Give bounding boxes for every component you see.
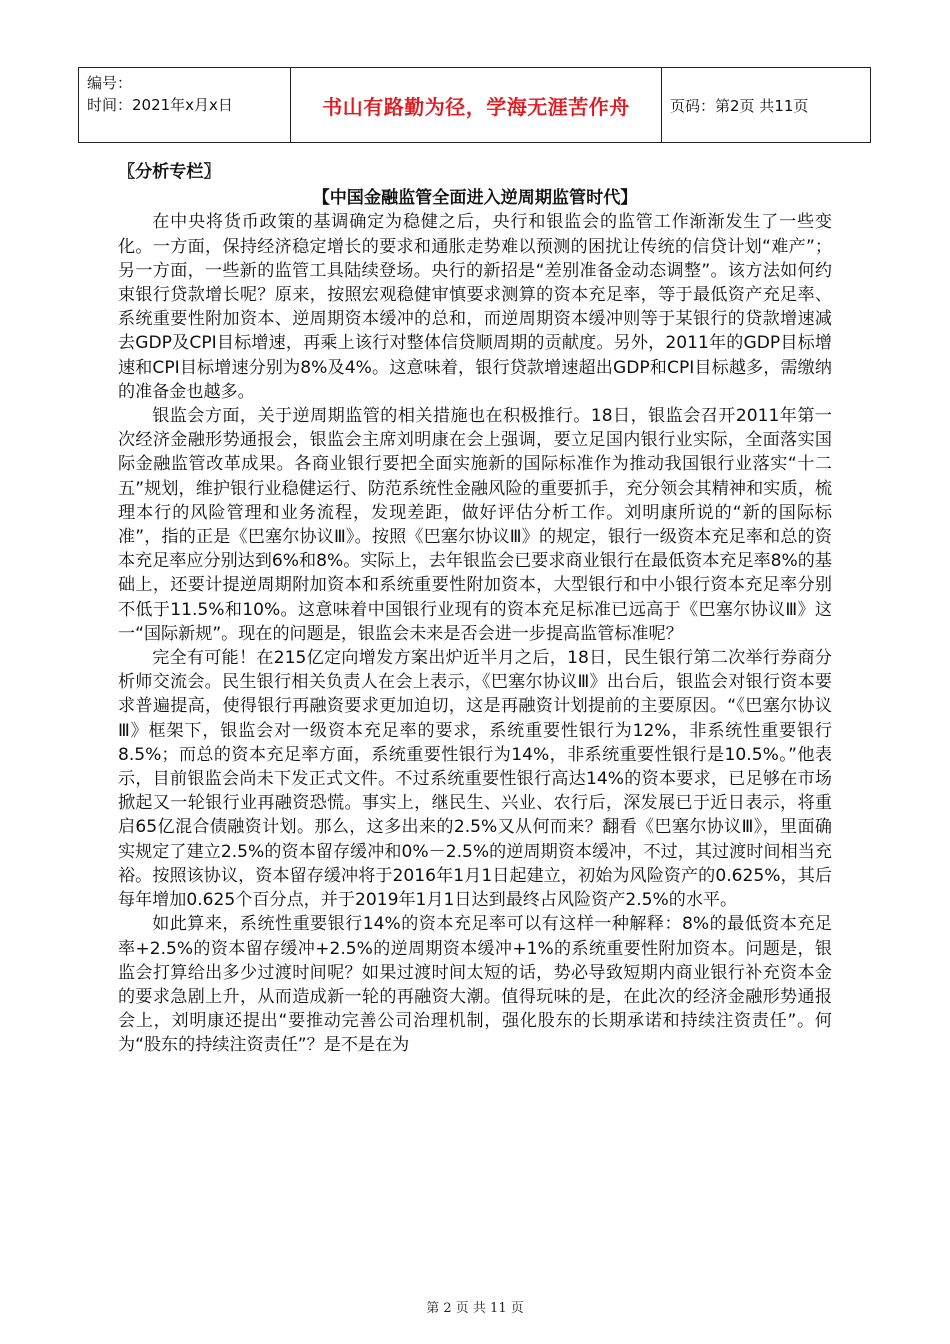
header-table xyxy=(78,67,871,143)
paragraph-1: 在中央将货币政策的基调确定为稳健之后，央行和银监会的监管工作渐渐发生了一些变化。一方面，保持经济稳定增长的要求和通胀走势难以预测的困扰让传统的信贷计划“难产”；另一方面，一些新的监管工具陆续登场。央行的新招是“差别准备金动态调整”。该方法如何约束银行贷款增长呢？原来，按照宏观稳健审慎要求测算的资本充足率，等于最低资产充足率、系统重要性附加资本、逆周期资本缓冲的总和，而逆周期资本缓冲则等于某银行的贷款增速减去GDP及CPI目标增速，再乘上该行对整体信贷顺周期的贡献度。另外，2011年的GDP目标增速和CPI目标增速分别为8%及4%。这意味着，银行贷款增速超出GDP和CPI目标越多，需缴纳的准备金也越多。 xyxy=(118,212,832,402)
paragraph-2: 银监会方面，关于逆周期监管的相关措施也在积极推行。18日，银监会召开2011年第一次经济金融形势通报会，银监会主席刘明康在会上强调，要立足国内银行业实际，全面落实国际金融监管改革成果。各商业银行要把全面实施新的国际标准作为推动我国银行业落实“十二五”规划，维护银行业稳健运行、防范系统性金融风险的重要抓手，充分领会其精神和实质，梳理本行的风险管理和业务流程，发现差距，做好评估分析工作。刘明康所说的“新的国际标准”，指的正是《巴塞尔协议Ⅲ》。按照《巴塞尔协议Ⅲ》的规定，银行一级资本充足率和总的资本充足率应分别达到6%和8%。实际上，去年银监会已要求商业银行在最低资本充足率8%的基础上，还要计提逆周期附加资本和系统重要性附加资本，大型银行和中小银行资本充足率分别不低于11.5%和10%。这意味着中国银行业现有的资本充足标准已远高于《巴塞尔协议Ⅲ》这一“国际新规”。现在的问题是，银监会未来是否会进一步提高监管标准呢？ xyxy=(118,406,832,644)
document-body xyxy=(118,160,832,1058)
article-title: 【中国金融监管全面进入逆周期监管时代】 xyxy=(312,188,638,209)
header-meta-cell xyxy=(79,68,291,143)
page-footer: 第 2 页 共 11 页 xyxy=(426,1301,524,1316)
header-motto: 书山有路勤为径，学海无涯苦作舟 xyxy=(291,68,662,143)
paragraph-4: 如此算来，系统性重要银行14%的资本充足率可以有这样一种解释：8%的最低资本充足率+2.5%的资本留存缓冲+2.5%的逆周期资本缓冲+1%的系统重要性附加资本。问题是，银监会打算给出多少过渡时间呢？如果过渡时间太短的话，势必导致短期内商业银行补充资本金的要求急剧上升，从而造成新一轮的再融资大潮。值得玩味的是，在此次的经济金融形势通报会上，刘明康还提出“要推动完善公司治理机制，强化股东的长期承诺和持续注资责任”。何为“股东的持续注资责任”？是不是在为 xyxy=(118,914,832,1056)
section-label: 〖分析专栏〗 xyxy=(118,162,221,182)
document-number-label: 编号： xyxy=(87,74,133,92)
paragraph-3: 完全有可能！在215亿定向增发方案出炉近半月之后，18日，民生银行第二次举行券商分析师交流会。民生银行相关负责人在会上表示，《巴塞尔协议Ⅲ》出台后，银监会对银行资本要求普遍提高，使得银行再融资要求更加迫切，这是再融资计划提前的主要原因。“《巴塞尔协议Ⅲ》框架下，银监会对一级资本充足率的要求，系统重要性银行为12%，非系统性重要银行8.5%；而总的资本充足率方面，系统重要性银行为14%，非系统重要性银行是10.5%。”他表示，目前银监会尚未下发正式文件。不过系统重要性银行高达14%的资本要求，已足够在市场掀起又一轮银行业再融资恐慌。事实上，继民生、兴业、农行后，深发展已于近日表示，将重启65亿混合债融资计划。那么，这多出来的2.5%又从何而来？翻看《巴塞尔协议Ⅲ》，里面确实规定了建立2.5%的资本留存缓冲和0%－2.5%的逆周期资本缓冲，不过，其过渡时间相当充裕。按照该协议，资本留存缓冲将于2016年1月1日起建立，初始为风险资产的0.625%，其后每年增加0.625个百分点，并于2019年1月1日达到最终占风险资产2.5%的水平。 xyxy=(118,648,832,911)
header-page-label: 页码：第2页 共11页 xyxy=(662,68,871,143)
document-date-label: 时间：2021年x月x日 xyxy=(87,96,233,114)
